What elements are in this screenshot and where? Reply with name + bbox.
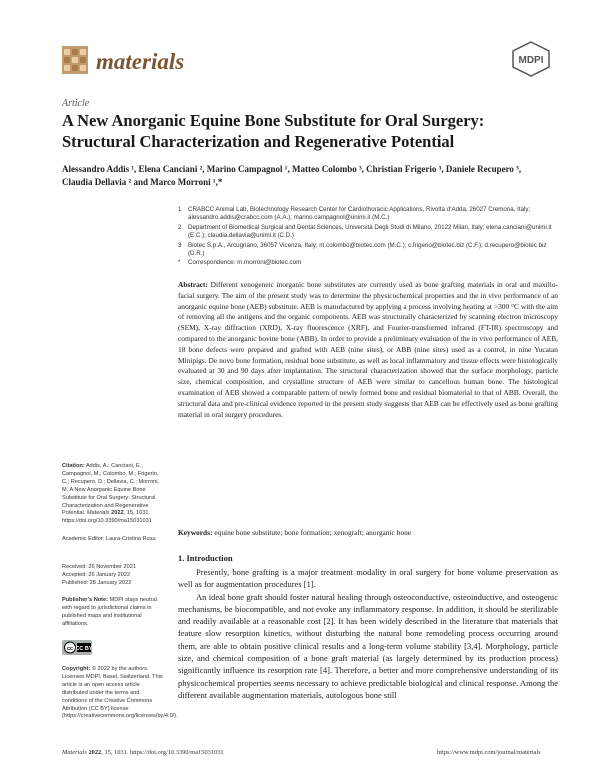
keywords-text: equine bone substitute; bone formation; xenograft; anorganic bone (214, 528, 412, 537)
citation-doi-link[interactable]: https://doi.org/10.3390/ma15031031 (62, 518, 152, 525)
citation-block (62, 463, 164, 526)
affiliation-text: Department of Biomedical Surgical and Dental Sciences, Università Degli Studi di Milano, 20122 Milan, Italy; elena.canciani@unimi.it (E.C.); claudia.dellavia@unimi.it (C.D.) (188, 223, 552, 240)
accepted-date: Accepted: 26 January 2022 (62, 571, 131, 578)
affiliation-number: 2 (178, 223, 182, 231)
keywords (178, 528, 558, 538)
correspondence-text: Correspondence: m.morroni@biotec.com (188, 259, 302, 267)
publication-dates (62, 564, 164, 588)
section-heading-introduction: 1. Introduction (178, 553, 233, 563)
citation-text: Addis, A.; Canciani, E.; Campagnol, M.; Colombo, M.; Frigerio, C.; Recupero, D.; Dellavia, C.; Morroni, M. A New Anorganic Equine Bone Substitute for Oral Surgery: Structural Characterization and Regenerative Potential. (62, 463, 159, 517)
cc-badge-text: CC BY (75, 646, 92, 652)
affiliation-text: Biotec S.p.A., Arcugnano, 36057 Vicenza, Italy; m.colombo@biotec.com (M.C.); c.frigerio@biotec.biz (C.F.); d.recupero@biotec.biz (D.R.) (188, 241, 547, 258)
copyright-label: Copyright: (62, 666, 91, 672)
citation-volume: , 15, 1031. (123, 510, 151, 517)
footer-doi[interactable]: , 15, 1031. https://doi.org/10.3390/ma15031031 (101, 749, 224, 756)
affiliation-1 (178, 206, 558, 223)
intro-paragraph-1: Presently, bone grafting is a major treatment modality in oral surgery for bone volume preservation as well as for augmentation procedures [1]. (178, 567, 558, 590)
abstract-label: Abstract: (178, 280, 208, 289)
copyright-block (62, 666, 178, 721)
footer-year: 2022 (88, 749, 102, 756)
materials-journal-logo-icon (62, 46, 88, 74)
affiliation-number: 1 (178, 206, 182, 213)
mdpi-logo-text: MDPI (518, 55, 544, 66)
cc-by-license-icon[interactable] (62, 640, 92, 655)
article-type: Article (62, 98, 90, 109)
citation-journal: Materials (86, 510, 110, 517)
affiliation-number: * (178, 259, 181, 267)
publisher-note-text: MDPI stays neutral with regard to jurisdictional claims in published maps and institutional affiliations. (62, 597, 157, 627)
footer-journal-url[interactable]: https://www.mdpi.com/journal/materials (437, 749, 541, 756)
publisher-note (62, 597, 164, 629)
article-title: A New Anorganic Equine Bone Substitute for Oral Surgery: Structural Characterization and Regenerative Potential (62, 111, 485, 151)
mdpi-logo (510, 40, 552, 78)
abstract (178, 280, 558, 420)
keywords-label: Keywords: (178, 528, 213, 537)
copyright-text: © 2022 by the authors. Licensee MDPI, Basel, Switzerland. This article is an open access article distributed under the terms and conditions of the Creative Commons Attribution (CC BY) license (https://creativecommons.org/licenses/by/4.0/). (62, 666, 178, 720)
affiliations (178, 206, 558, 269)
author-list: Alessandro Addis ¹, Elena Canciani ², Marino Campagnol ¹, Matteo Colombo ³, Christian Frigerio ³, Daniele Recupero ³, Claudia Dellavia ² and Marco Morroni ¹,* (62, 164, 522, 187)
academic-editor: Academic Editor: Laura-Cristina Rusu (62, 536, 156, 542)
affiliation-text: CRABCC Animal Lab, Biotechnology Research Center for Cardiothoracic Applications, Rivolta d’Adda, 26027 Cremona, Italy; alessandro.addis@crabcc.com (A.A.); marino.campagnol@unimi.it (M.C.) (188, 206, 531, 222)
journal-name: materials (96, 49, 185, 74)
publisher-note-label: Publisher’s Note: (62, 597, 109, 603)
affiliation-number: 3 (178, 241, 182, 249)
footer-citation (62, 749, 224, 756)
affiliation-2 (178, 224, 558, 241)
introduction-body (178, 566, 558, 701)
citation-label: Citation: (62, 463, 85, 469)
affiliation-3 (178, 242, 558, 259)
footer-journal: Materials (62, 749, 87, 756)
intro-paragraph-2: An ideal bone graft should foster natural healing through osteoconductive, osteoinductive, and osteogenic mechanisms, be biocompatible, and not evoke any inflammatory response. In addition, it should be sterilizable and readily available at a reasonable cost [2]. It has been widely described in the literature that materials that feature slow resorption kinetics, without disturbing the natural bone remodeling process occurring around them, are able to obtain positive clinical results and a long-term volume stability [3,4]. Morphology, particle size, and chemical composition of a bone graft material (as largely determined by its production process) significantly influence its resorption rate [4]. Therefore, a better and more comprehensive understanding of its physicochemical properties seems necessary to achieve predictable biological and clinical response. Among the different available augmentation materials, autologous bone still (178, 591, 558, 700)
received-date: Received: 26 November 2021 (62, 564, 137, 570)
abstract-text: Different xenogeneic inorganic bone substitutes are currently used as bone grafting materials in oral and maxillo-facial surgery. The aim of the present study was to determine the physicochemical properties and the in vivo performance of an anorganic equine bone (AEB) substitute. AEB is manufactured by applying a process involving heating at >300 °C with the aim of removing all the antigens and the organic components. AEB was structurally characterized by scanning electron microscopy (SEM), X-ray diffraction (XRD), X-ray fluorescence (XRF), and Fourier-transformed infrared (FT-IR) spectroscopy and compared to the anorganic bovine bone (ABB). In order to provide a preliminary evaluation of the in vivo performance of AEB, 18 bone defects were prepared and grafted with AEB (nine sites), or ABB (nine sites) used as a control, in nine Yucatan Minipigs. De novo bone formation, residual bone substitute, as well as local inflammatory and tissue effects were histologically evaluated at 30 and 90 days after implantation. The structural characterization showed that the surface morphology, particle size, chemical composition, and crystalline structure of AEB were similar to cancellous human bone. The histological examination of AEB showed a comparable pattern of newly formed bone and residual biomaterial to that of ABB. Overall, the structural data and pre-clinical evidence reported in the present study suggests that AEB can be effectively used as bone grafting material in oral surgery procedures. (178, 280, 558, 419)
published-date: Published: 28 January 2022 (62, 579, 132, 586)
correspondence (178, 259, 558, 267)
citation-year: 2022 (111, 510, 124, 517)
svg-text:cc: cc (66, 646, 74, 652)
